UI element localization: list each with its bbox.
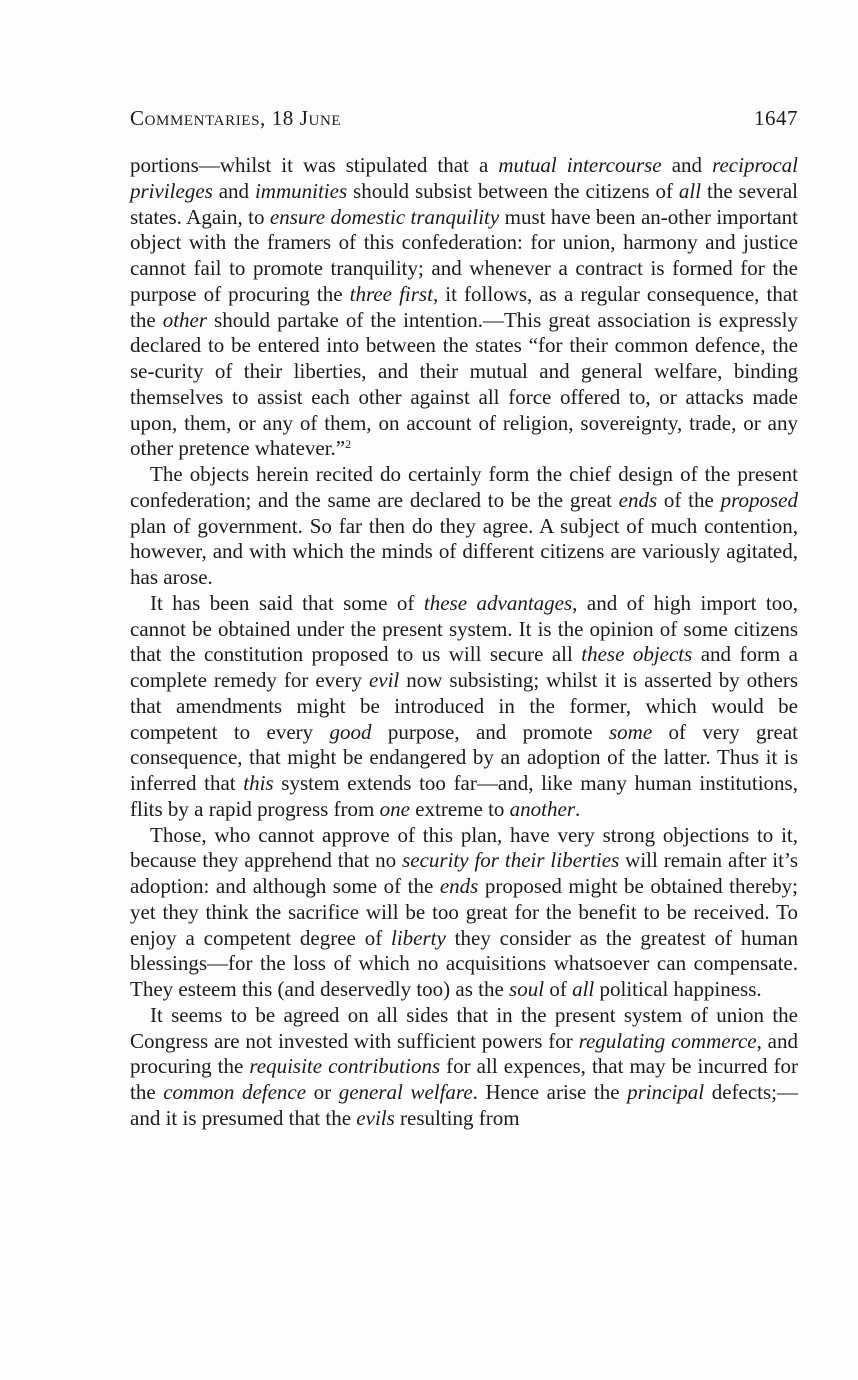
italic-text: ends [439,874,479,898]
text-run: of [544,977,573,1001]
text-run: , and of high import too, cannot be obtained under the present system. It is the opinion of some citizens that the constitution proposed to us will secure all [130,590,799,667]
italic-text: all [678,178,702,203]
running-head [130,104,798,132]
running-head-title: Commentaries, 18 June [130,106,342,130]
page-number: 1647 [754,106,798,130]
text-run: political happiness. [594,977,762,1001]
text-run: The objects herein recited do certainly form the chief design of the present confederation; and the same are declared to be the great [130,462,798,512]
text-run: resulting from [394,1105,520,1130]
italic-text: evils [356,1105,395,1130]
italic-text: good [329,719,372,744]
italic-text: these objects [581,642,693,667]
italic-text: ensure domestic tranquility [269,204,500,229]
body-text [130,153,798,1132]
italic-text: evil [368,668,400,692]
text-run: must have been an-other important object with the framers of this confederation: for union, harmony and justice cannot fail to promote tranquility; and whenever a contract is formed for the purpose of procuring the [130,204,798,306]
text-run: they consider as the greatest of human blessings—for the loss of which no acquisitions whatsoever can compensate. They esteem this (and deservedly too) as the [130,925,799,1001]
paragraph [130,462,798,591]
text-run: . Hence arise the [472,1080,628,1104]
text-run: should subsist between the citizens of [347,178,679,203]
italic-text: reciprocal privileges [130,153,798,203]
text-run: proposed might be obtained thereby; yet they think the sacrifice will be too great for the benefit to be received. To enjoy a competent degree of [130,874,798,950]
text-run: for all expences, that may be incurred for the [130,1054,798,1104]
paragraph [130,591,798,823]
paragraph [130,153,798,462]
paragraph [130,823,798,1003]
italic-text: requisite contributions [249,1054,441,1079]
italic-text: one [379,796,410,821]
italic-text: three first [349,281,433,306]
text-run: portions—whilst it was stipulated that a [130,153,499,177]
text-run: should partake of the intention.—This great association is expressly declared to be entered into between the states “for their common defence, the se-curity of their liberties, and their mutual and general welfare, binding themselves to assist each other against all force offered to, or attacks made upon, them, or any of them, on account of religion, sovereignty, trade, or any other pretence whatever.” [130,307,799,461]
text-run: of very great consequence, that might be endangered by an adoption of the latter. Thus it is inferred that [130,719,799,795]
paragraph [130,1003,798,1132]
italic-text: some [608,719,653,744]
italic-text: general welfare [338,1080,473,1104]
italic-text: this [243,771,274,795]
italic-text: principal [627,1080,705,1104]
text-run: and form a complete remedy for every [130,642,798,692]
text-run: extreme to [409,796,510,821]
italic-text: liberty [391,925,446,950]
italic-text: other [162,307,208,332]
italic-text: another [509,796,575,821]
text-run: purpose, and promote [371,719,609,744]
text-run: the several states. Again, to [130,178,799,229]
text-run: Those, who cannot approve of this plan, have very strong objections to it, because they apprehend that no [130,822,798,873]
text-run: , and procuring the [130,1028,798,1079]
italic-text: soul [509,977,545,1001]
text-run: now subsisting; whilst it is asserted by others that amendments might be introduced in the former, which would be competent to every [130,668,798,744]
text-run: defects;—and it is presumed that the [130,1080,798,1130]
italic-text: these advantages [423,590,573,615]
italic-text: immunities [254,178,348,203]
text-run: or [306,1080,339,1104]
text-run: It has been said that some of [150,590,424,615]
text-run: . [575,796,581,821]
italic-text: all [572,977,595,1001]
italic-text: common defence [163,1080,307,1104]
italic-text: ends [618,487,658,512]
italic-text: regulating commerce [578,1028,757,1053]
italic-text: mutual intercourse [498,153,662,177]
text-run: system extends too far—and, like many human institutions, flits by a rapid progress from [130,771,798,821]
text-run: plan of government. So far then do they agree. A subject of much contention, however, and with which the minds of different citizens are variously agitated, has arose. [130,513,798,589]
italic-text: security for their liberties [402,848,620,873]
text-run: of the [657,487,721,512]
text-run: , it follows, as a regular consequence, that the [130,281,799,332]
text-run: and [661,153,713,177]
text-run: and [212,178,255,203]
footnote-ref: 2 [345,437,352,452]
italic-text: proposed [720,487,798,512]
text-run: will remain after it’s adoption: and although some of the [130,848,798,898]
text-run: It seems to be agreed on all sides that in the present system of union the Congress are not invested with sufficient powers for [130,1002,798,1053]
